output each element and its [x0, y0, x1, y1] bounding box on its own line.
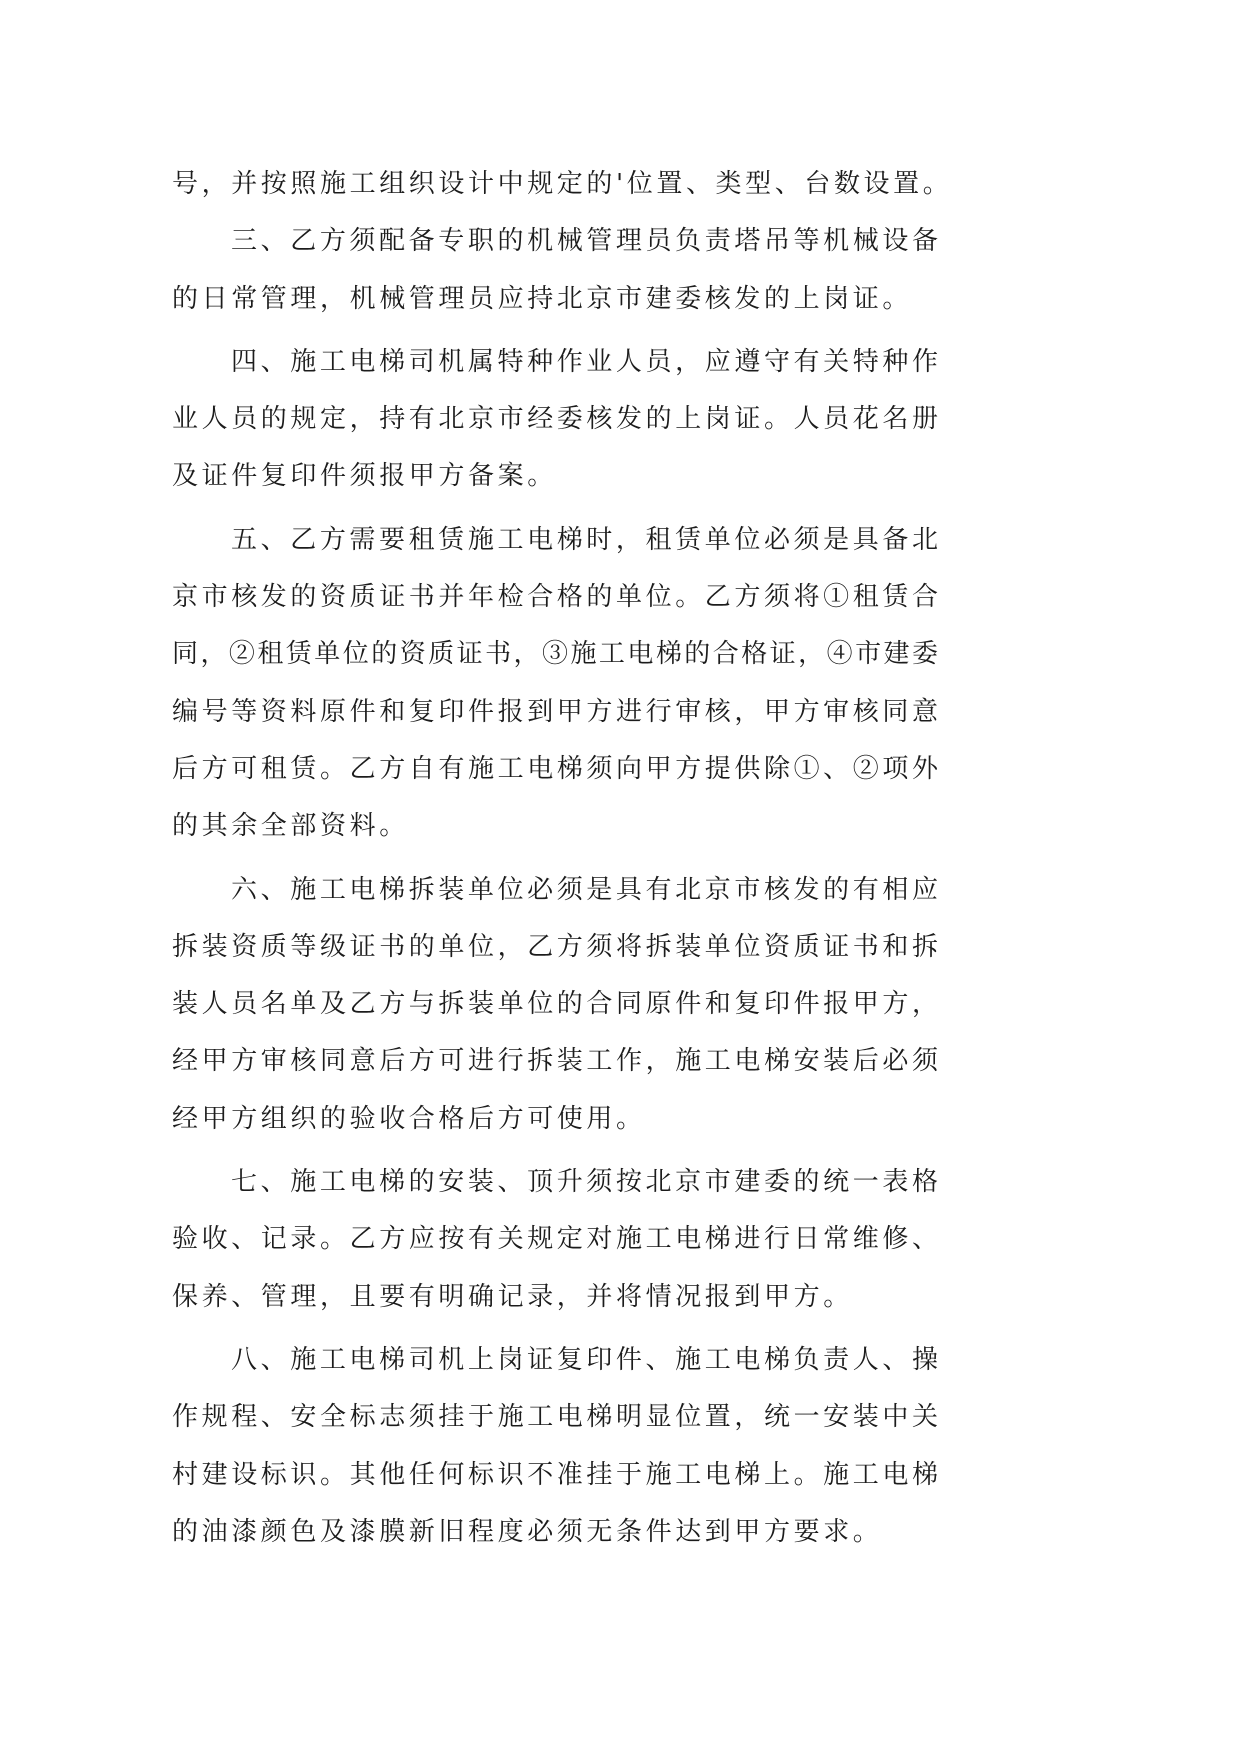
document-body — [172, 156, 953, 1561]
paragraph-item-3 — [172, 213, 938, 328]
paragraph-continuation — [172, 156, 953, 213]
text-line: 拆装资质等级证书的单位，乙方须将拆装单位资质证书和拆 — [172, 931, 938, 962]
paragraph-item-4 — [172, 334, 938, 506]
text-line: 经甲方审核同意后方可进行拆装工作，施工电梯安装后必须 — [172, 1046, 938, 1077]
text-line: 村建设标识。其他任何标识不准挂于施工电梯上。施工电梯 — [172, 1459, 938, 1490]
text-line: 装人员名单及乙方与拆装单位的合同原件和复印件报甲方， — [172, 989, 938, 1020]
text-line: 七、施工电梯的安装、顶升须按北京市建委的统一表格 — [231, 1167, 938, 1198]
paragraph-item-5 — [172, 512, 938, 856]
text-line: 作规程、安全标志须挂于施工电梯明显位置，统一安装中关 — [172, 1402, 938, 1433]
text-line: 八、施工电梯司机上岗证复印件、施工电梯负责人、操 — [231, 1344, 938, 1375]
text-line: 的日常管理，机械管理员应持北京市建委核发的上岗证。 — [172, 283, 913, 314]
text-line: 京市核发的资质证书并年检合格的单位。乙方须将①租赁合 — [172, 582, 938, 613]
text-line: 验收、记录。乙方应按有关规定对施工电梯进行日常维修、 — [172, 1224, 938, 1255]
text-line: 的油漆颜色及漆膜新旧程度必须无条件达到甲方要求。 — [172, 1516, 883, 1547]
text-line: 六、施工电梯拆装单位必须是具有北京市核发的有相应 — [231, 874, 938, 905]
paragraph-item-7 — [172, 1154, 938, 1326]
text-line: 号，并按照施工组织设计中规定的'位置、类型、台数设置。 — [172, 169, 953, 199]
text-line: 保养、管理，且要有明确记录，并将情况报到甲方。 — [172, 1281, 853, 1312]
text-line: 的其余全部资料。 — [172, 811, 409, 842]
text-line: 四、施工电梯司机属特种作业人员，应遵守有关特种作 — [231, 346, 938, 377]
paragraph-item-6 — [172, 862, 938, 1148]
text-line: 后方可租赁。乙方自有施工电梯须向甲方提供除①、②项外 — [172, 753, 938, 784]
text-line: 经甲方组织的验收合格后方可使用。 — [172, 1103, 646, 1134]
text-line: 业人员的规定，持有北京市经委核发的上岗证。人员花名册 — [172, 404, 938, 435]
text-line: 编号等资料原件和复印件报到甲方进行审核，甲方审核同意 — [172, 696, 938, 727]
paragraph-item-8 — [172, 1332, 938, 1561]
text-line: 同，②租赁单位的资质证书，③施工电梯的合格证，④市建委 — [172, 639, 938, 670]
text-line: 及证件复印件须报甲方备案。 — [172, 461, 557, 492]
text-line: 三、乙方须配备专职的机械管理员负责塔吊等机械设备 — [231, 226, 938, 257]
text-line: 五、乙方需要租赁施工电梯时，租赁单位必须是具备北 — [231, 524, 938, 555]
